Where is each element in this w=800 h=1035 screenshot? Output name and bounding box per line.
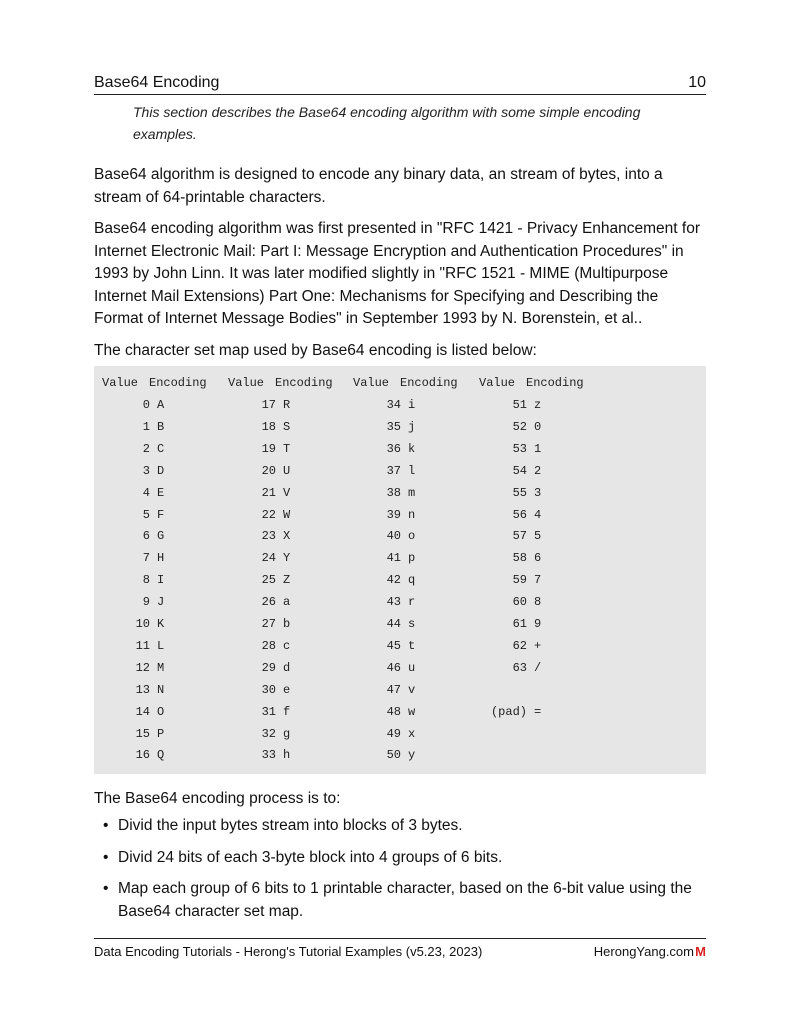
cell-encoding: R	[283, 398, 291, 412]
cell-value: 48	[386, 704, 401, 719]
table-row	[94, 551, 706, 573]
cell-value: 16	[135, 748, 150, 763]
cell-encoding: Z	[283, 573, 291, 588]
bullet-icon: •	[103, 880, 109, 897]
cell-value: 53	[512, 441, 527, 456]
cell-value: 54	[512, 463, 527, 478]
cell-value: 24	[261, 551, 276, 566]
cell-encoding: F	[157, 507, 165, 522]
footer-site-link[interactable]: HerongYang.com	[593, 944, 694, 959]
header-value: Value	[228, 376, 265, 390]
site-logo-icon: M	[695, 944, 706, 959]
cell-encoding: A	[157, 398, 165, 412]
section-title: Base64 Encoding	[94, 74, 220, 91]
cell-value: 4	[142, 485, 150, 500]
cell-encoding: z	[534, 398, 542, 412]
cell-value: 50	[386, 748, 401, 763]
cell-encoding: 9	[534, 617, 542, 631]
table-row	[94, 705, 706, 727]
cell-value: 37	[386, 463, 401, 478]
cell-value: 25	[261, 573, 276, 588]
header-value: Value	[479, 376, 516, 390]
cell-encoding: P	[157, 726, 165, 741]
cell-encoding: d	[283, 660, 291, 675]
cell-encoding: c	[283, 638, 291, 653]
cell-value: 46	[386, 660, 401, 675]
cell-encoding: q	[408, 573, 416, 588]
cell-value: 57	[512, 529, 527, 544]
cell-value: 33	[261, 748, 276, 763]
cell-value: 18	[261, 419, 276, 434]
cell-value: 26	[261, 595, 276, 610]
cell-value: 35	[386, 419, 401, 434]
header-encoding: Encoding	[149, 376, 207, 390]
section-intro: This section describes the Base64 encoding algorithm with some simple encoding examples.	[133, 104, 641, 142]
cell-value: 51	[512, 398, 527, 412]
header-encoding: Encoding	[526, 376, 584, 390]
cell-value: 60	[512, 595, 527, 610]
cell-encoding: j	[408, 419, 416, 434]
cell-value: 62	[512, 638, 527, 653]
cell-value: 15	[135, 726, 150, 741]
cell-encoding: t	[408, 638, 416, 653]
table-row	[94, 529, 706, 551]
cell-encoding: G	[157, 529, 165, 544]
bullet-icon: •	[103, 848, 109, 866]
cell-value: 5	[142, 507, 150, 522]
table-row	[94, 464, 706, 486]
header-value: Value	[102, 376, 139, 390]
cell-value: 0	[142, 398, 150, 412]
table-row	[94, 683, 706, 705]
cell-encoding: g	[283, 726, 291, 741]
cell-value: 52	[512, 419, 527, 434]
cell-value: 49	[386, 726, 401, 741]
cell-value: 61	[512, 617, 527, 631]
cell-value: 13	[135, 682, 150, 697]
table-row	[94, 639, 706, 661]
list-item	[94, 878, 706, 923]
cell-encoding: X	[283, 529, 291, 544]
cell-value: 42	[386, 573, 401, 588]
cell-value: 63	[512, 660, 527, 675]
step-text: Map each group of 6 bits to 1 printable character, based on the 6-bit value using the Base64 character set map.	[118, 880, 692, 920]
cell-encoding: W	[283, 507, 291, 522]
cell-encoding: 0	[534, 419, 542, 434]
cell-value: 59	[512, 573, 527, 588]
cell-value: 47	[386, 682, 401, 697]
cell-encoding: l	[408, 463, 416, 478]
list-item	[94, 815, 706, 838]
cell-value: 23	[261, 529, 276, 544]
cell-value: 17	[261, 398, 276, 412]
cell-encoding: O	[157, 704, 165, 719]
table-row	[94, 573, 706, 595]
cell-encoding: /	[534, 660, 542, 675]
cell-value: 39	[386, 507, 401, 522]
cell-encoding: a	[283, 595, 291, 610]
cell-value: 10	[135, 617, 150, 631]
cell-encoding: J	[157, 595, 165, 610]
cell-encoding: h	[283, 748, 291, 763]
cell-value: 27	[261, 617, 276, 631]
cell-value: 20	[261, 463, 276, 478]
cell-value: 43	[386, 595, 401, 610]
cell-value: 36	[386, 441, 401, 456]
cell-value: 12	[135, 660, 150, 675]
cell-encoding: k	[408, 441, 416, 456]
cell-value: 30	[261, 682, 276, 697]
cell-encoding: u	[408, 660, 416, 675]
cell-value: 44	[386, 617, 401, 631]
cell-encoding: V	[283, 485, 291, 500]
cell-encoding: v	[408, 682, 416, 697]
cell-value: 8	[142, 573, 150, 588]
list-item	[94, 847, 706, 870]
table-row	[94, 595, 706, 617]
table-row	[94, 508, 706, 530]
cell-value: 56	[512, 507, 527, 522]
paragraph-definition: Base64 algorithm is designed to encode any binary data, an stream of bytes, into a stream of 64-printable characters.	[94, 166, 663, 206]
cell-value: 55	[512, 485, 527, 500]
cell-encoding: C	[157, 441, 165, 456]
step-text: Divid 24 bits of each 3-byte block into 4 groups of 6 bits.	[118, 848, 503, 866]
header-encoding: Encoding	[275, 376, 333, 390]
table-row	[94, 617, 706, 639]
table-row	[94, 398, 706, 420]
cell-value: 11	[135, 638, 150, 653]
cell-encoding: H	[157, 551, 165, 566]
cell-encoding: o	[408, 529, 416, 544]
cell-value: 19	[261, 441, 276, 456]
page-number: 10	[688, 74, 706, 91]
cell-encoding: 6	[534, 551, 542, 566]
cell-value: 58	[512, 551, 527, 566]
cell-encoding: x	[408, 726, 416, 741]
page-footer	[94, 938, 706, 959]
cell-encoding: f	[283, 704, 291, 719]
header-encoding: Encoding	[400, 376, 458, 390]
cell-value: 9	[142, 595, 150, 610]
cell-value: 45	[386, 638, 401, 653]
cell-encoding: S	[283, 419, 291, 434]
cell-encoding: U	[283, 463, 291, 478]
cell-encoding: s	[408, 617, 416, 631]
cell-value: 7	[142, 551, 150, 566]
cell-encoding: e	[283, 682, 291, 697]
cell-encoding: n	[408, 507, 416, 522]
cell-value: 38	[386, 485, 401, 500]
cell-encoding: r	[408, 595, 416, 610]
cell-encoding: w	[408, 704, 416, 719]
cell-encoding: 4	[534, 507, 542, 522]
cell-value: 34	[386, 398, 401, 412]
cell-value: 6	[142, 529, 150, 544]
cell-encoding: m	[408, 485, 416, 500]
cell-encoding: y	[408, 748, 416, 763]
cell-value: 28	[261, 638, 276, 653]
character-set-table	[94, 366, 706, 774]
cell-value: 1	[142, 419, 150, 434]
footer-text: Data Encoding Tutorials - Herong's Tutorial Examples (v5.23, 2023)	[94, 944, 483, 959]
cell-encoding: 8	[534, 595, 542, 610]
table-row	[94, 727, 706, 749]
paragraph-history: Base64 encoding algorithm was first presented in "RFC 1421 - Privacy Enhancement for Internet Electronic Mail: Part I: Message Encryption and Authentication Procedures" in 1993 by John Linn. It was later modified slightly in "RFC 1521 - MIME (Multipurpose Internet Mail Extensions) Part One: Mechanisms for Specifying and Describing the Format of Internet Message Bodies" in September 1993 by N. Borenstein, et al..	[94, 220, 700, 327]
cell-encoding: p	[408, 551, 416, 566]
cell-encoding: D	[157, 463, 165, 478]
table-row	[94, 486, 706, 508]
cell-encoding: M	[157, 660, 165, 675]
cell-value: 31	[261, 704, 276, 719]
bullet-icon: •	[103, 817, 109, 834]
cell-encoding: N	[157, 682, 165, 697]
table-row	[94, 748, 706, 770]
cell-encoding: b	[283, 617, 291, 631]
process-steps-list	[94, 815, 706, 932]
page-header	[94, 72, 706, 95]
paragraph-process-intro: The Base64 encoding process is to:	[94, 790, 341, 807]
cell-value: 21	[261, 485, 276, 500]
cell-encoding: I	[157, 573, 165, 588]
cell-encoding: Q	[157, 748, 165, 763]
cell-encoding: E	[157, 485, 165, 500]
cell-encoding: L	[157, 638, 165, 653]
cell-encoding: K	[157, 617, 165, 631]
cell-encoding: i	[408, 398, 416, 412]
header-value: Value	[353, 376, 390, 390]
cell-value: 29	[261, 660, 276, 675]
cell-encoding: 3	[534, 485, 542, 500]
cell-value: 40	[386, 529, 401, 544]
cell-value: (pad)	[490, 704, 527, 719]
cell-encoding: Y	[283, 551, 291, 566]
cell-encoding: 2	[534, 463, 542, 478]
cell-value: 41	[386, 551, 401, 566]
step-text: Divid the input bytes stream into blocks of 3 bytes.	[118, 817, 463, 834]
cell-encoding: 5	[534, 529, 542, 544]
cell-encoding: 1	[534, 441, 542, 456]
cell-value: 3	[142, 463, 150, 478]
paragraph-table-intro: The character set map used by Base64 encoding is listed below:	[94, 342, 537, 359]
table-row	[94, 661, 706, 683]
cell-encoding: T	[283, 441, 291, 456]
cell-value: 14	[135, 704, 150, 719]
table-row	[94, 442, 706, 464]
cell-value: 22	[261, 507, 276, 522]
cell-encoding: +	[534, 638, 542, 653]
cell-encoding: 7	[534, 573, 542, 588]
cell-value: 32	[261, 726, 276, 741]
cell-encoding: =	[534, 704, 542, 719]
table-row	[94, 420, 706, 442]
cell-encoding: B	[157, 419, 165, 434]
cell-value: 2	[142, 441, 150, 456]
